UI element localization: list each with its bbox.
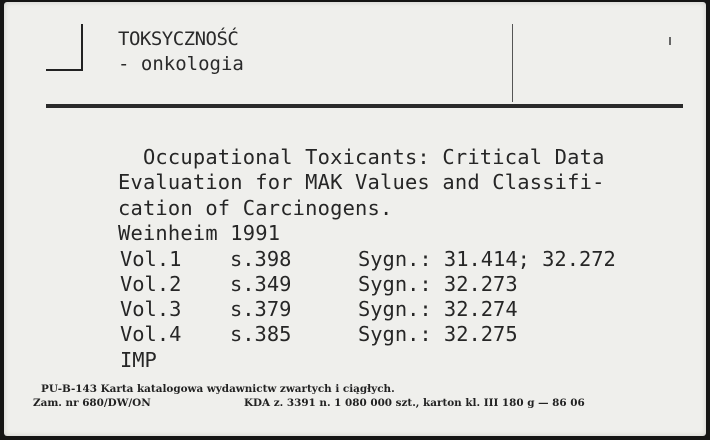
margin-tick bbox=[669, 37, 671, 45]
subject-subheading: - onkologia bbox=[118, 53, 244, 75]
title-line-1: Occupational Toxicants: Critical Data bbox=[118, 145, 605, 169]
volume-signature: Sygn.: 32.274 bbox=[358, 297, 518, 321]
volume-label: Vol.1 bbox=[120, 247, 182, 271]
volume-signature: Sygn.: 32.275 bbox=[358, 322, 518, 346]
volume-label: Vol.2 bbox=[120, 272, 182, 296]
volume-label: Vol.4 bbox=[120, 322, 182, 346]
volume-signature: Sygn.: 32.273 bbox=[358, 272, 518, 296]
place-year: Weinheim 1991 bbox=[118, 221, 281, 245]
card-note: IMP bbox=[120, 348, 157, 372]
header-divider bbox=[512, 24, 513, 102]
volume-pages: s.349 bbox=[230, 272, 292, 296]
volume-pages: s.385 bbox=[230, 322, 292, 346]
header-rule bbox=[46, 104, 683, 108]
corner-mark-horizontal bbox=[46, 69, 83, 71]
volume-label: Vol.3 bbox=[120, 297, 182, 321]
title-line-2: Evaluation for MAK Values and Classifi- bbox=[118, 170, 605, 194]
corner-mark-vertical bbox=[81, 24, 83, 71]
volume-pages: s.379 bbox=[230, 297, 292, 321]
subject-heading: TOKSYCZNOŚĆ bbox=[118, 28, 239, 50]
volume-signature: Sygn.: 31.414; 32.272 bbox=[358, 247, 616, 271]
footer-print-info: KDA z. 3391 n. 1 080 000 szt., karton kl. III 180 g — 86 06 bbox=[244, 397, 585, 409]
volume-pages: s.398 bbox=[230, 247, 292, 271]
footer-order-number: Zam. nr 680/DW/ON bbox=[33, 397, 151, 409]
footer-line-1: PU-B-143 Karta katalogowa wydawnictw zwartych i ciągłych. bbox=[41, 383, 395, 395]
catalog-card bbox=[4, 2, 706, 436]
title-line-3: cation of Carcinogens. bbox=[118, 196, 393, 220]
